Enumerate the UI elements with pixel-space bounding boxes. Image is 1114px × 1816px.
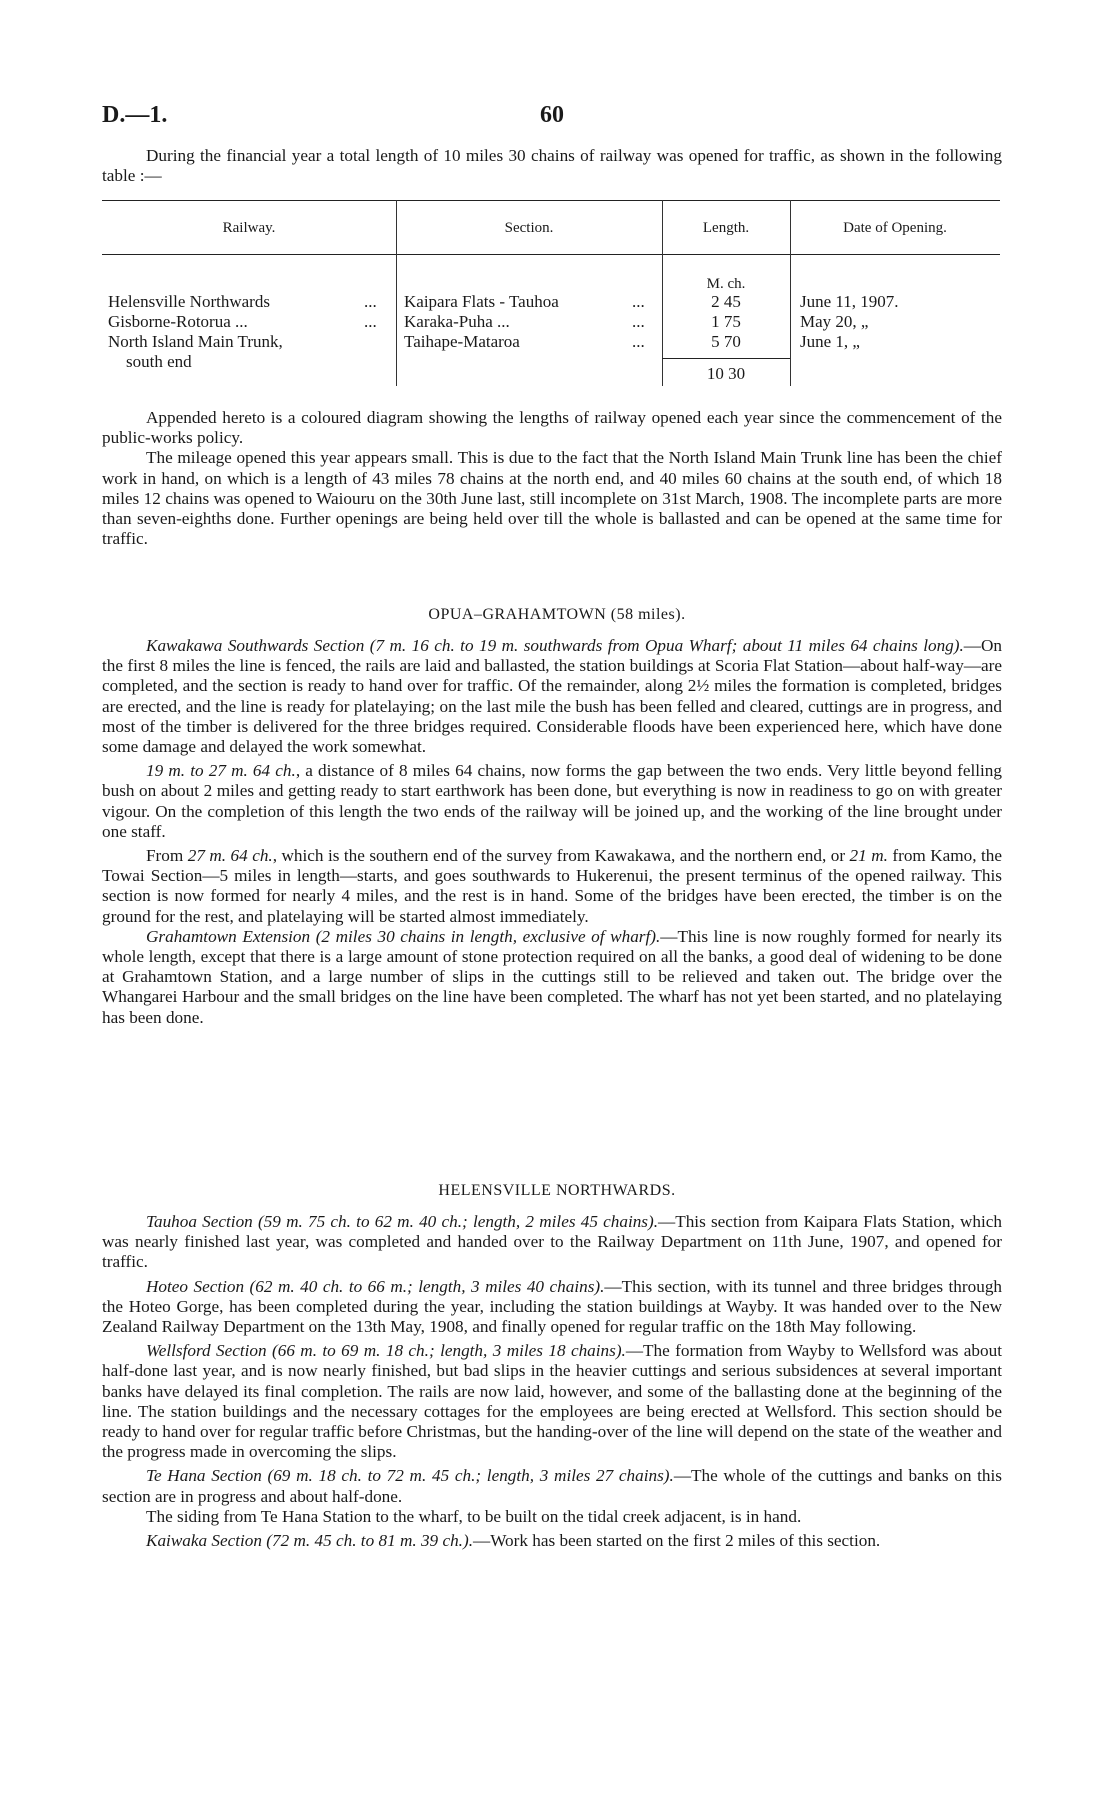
tauhoa-title: Tauhoa Section (59 m. 75 ch. to 62 m. 40 ch.; length, 2 miles 45 chains). [146,1212,659,1231]
intro-paragraph [102,146,1002,186]
towai-text-c: from Kamo, the Towai Section—5 miles in length—starts, and goes southwards to Hukerenui, the present terminus of the opened railway. This section is now formed for nearly 4 miles, and the rest is in hand. Some of the bridges have been erected, the timber is on the ground for the rest, and platelaying will be started almost immediately. [102,846,1002,926]
row1-date: June 11, 1907. [800,292,899,311]
siding-paragraph: The siding from Te Hana Station to the wharf, to be built on the tidal creek adjacent, is in hand. [146,1506,802,1526]
tehana-title: Te Hana Section (69 m. 18 ch. to 72 m. 45 ch.; length, 3 miles 27 chains). [146,1466,674,1486]
grahamtown-paragraph [102,927,1002,1028]
gap-title: 19 m. to 27 m. 64 ch. [146,761,296,781]
row1-length: 2 45 [711,292,741,311]
tauhoa-text: —This section from Kaipara Flats Station, which was nearly finished last year, was completed and handed over to the Railway Department on 11th June, 1907, and opened for traffic. [102,1212,1002,1272]
mileage-paragraph: The mileage opened this year appears small. This is due to the fact that the North Island Main Trunk line has been the chief work in hand, on which is a length of 43 miles 78 chains at the north end, and 40 miles 60 chains at the south end, of which 18 miles 12 chains was opened to Waiouru on the 30th June last, still incomplete on 31st March, 1908. The incomplete parts are more than seven-eighths done. Further openings are being held over till the whole is ballasted and can be opened at the same time for traffic. [102,448,1002,549]
intro-text: During the financial year a total length of 10 miles 30 chains of railway was opened for traffic, as shown in the following table :— [102,146,1002,186]
section-heading-helensville: HELENSVILLE NORTHWARDS. [438,1182,676,1199]
grahamtown-text: —This line is now roughly formed for nearly its whole length, except that there is a large amount of stone protection required on all the banks, a good deal of widening to be done at Grahamtown Station, and a large number of slips in the cuttings still to be relieved and taken out. The bridge over the Whangarei Harbour and the small bridges on the line have been completed. The wharf has not yet been started, and no platelaying has been done. [102,926,1002,1027]
towai-ref-1: 27 m. 64 ch. [187,846,273,866]
row3-section-dots: ... [632,332,645,351]
header-railway: Railway. [222,220,276,236]
section-heading-opua: OPUA–GRAHAMTOWN (58 miles). [428,606,686,623]
tehana-text: —The whole of the cuttings and banks on this section are in progress and about half-done. [102,1466,1002,1506]
row3-railway-cont: south end [126,352,192,371]
row1-railway-dots: ... [364,292,377,311]
length-unit-label: M. ch. [706,276,746,292]
hoteo-text: —This section, with its tunnel and three bridges through the Hoteo Gorge, has been completed during the year, including the station buildings at Wayby. It was handed over to the New Zealand Railway Department on the 13th May, 1908, and finally opened for regular traffic on the 18th May following. [102,1276,1003,1337]
kaiwaka-paragraph [102,1531,1002,1551]
row1-railway: Helensville Northwards [108,292,270,311]
towai-ref-2: 21 m. [849,846,888,866]
hoteo-title: Hoteo Section (62 m. 40 ch. to 66 m.; length, 3 miles 40 chains). [146,1276,605,1296]
towai-paragraph [102,846,1002,927]
kaiwaka-title: Kaiwaka Section (72 m. 45 ch. to 81 m. 39 ch.). [146,1531,473,1551]
row2-railway-dots: ... [364,312,377,331]
row3-length: 5 70 [711,332,741,351]
table-header-rule [102,254,1000,255]
document-code: D.—1. [102,102,168,128]
appended-paragraph: Appended hereto is a coloured diagram showing the lengths of railway opened each year since the commencement of the public-works policy. [102,408,1002,448]
header-length: Length. [702,220,750,236]
gap-text: , a distance of 8 miles 64 chains, now forms the gap between the two ends. Very little beyond felling bush on about 2 miles and getting ready to start earthwork has been done, but everything is now in readiness to go on with greater vigour. On the completion of this length the two ends of the railway will be joined up, and the working of the line brought under one staff. [102,761,1002,841]
header-section: Section. [504,220,554,236]
tauhoa-paragraph [102,1212,1002,1273]
tehana-paragraph [102,1466,1002,1506]
helensville-section-body [102,1212,1002,1551]
kawakawa-paragraph [102,636,1002,757]
grahamtown-title: Grahamtown Extension (2 miles 30 chains in length, exclusive of wharf). [146,926,661,946]
page-number: 60 [540,102,564,128]
kaiwaka-text: —Work has been started on the first 2 miles of this section. [473,1531,881,1551]
row2-date: May 20, „ [800,312,869,331]
row3-date: June 1, „ [800,332,860,351]
header-date: Date of Opening. [843,220,947,236]
row2-railway: Gisborne-Rotorua ... [108,312,248,331]
row2-section: Karaka-Puha ... [404,312,510,331]
total-length: 10 30 [706,364,746,383]
row1-section-dots: ... [632,292,645,311]
row3-section: Taihape-Mataroa [404,332,520,351]
kawakawa-title: Kawakawa Southwards Section (7 m. 16 ch. to 19 m. southwards from Opua Wharf; about 11 miles 64 chains long). [146,636,964,655]
row2-section-dots: ... [632,312,645,331]
body-paragraphs-top [102,408,1002,549]
towai-text-a: From [146,846,188,866]
row3-railway: North Island Main Trunk, [108,332,283,351]
hoteo-paragraph [102,1277,1002,1338]
total-rule [662,358,790,359]
opua-section-body [102,636,1002,1028]
wellsford-text: —The formation from Wayby to Wellsford was about half-done last year, and is now nearly finished, but bad slips in the heavier cuttings and serious subsidences at several important banks have delayed its final completion. The rails are now laid, however, and some of the ballasting done at the beginning of the line. The station buildings and the necessary cottages for the employees are being erected at Wellsford. This section should be ready to hand over for regular traffic before Christmas, but the handing-over of the line will depend on the state of the weather and the progress made in overcoming the slips. [102,1341,1002,1462]
wellsford-title: Wellsford Section (66 m. to 69 m. 18 ch.; length, 3 miles 18 chains). [146,1341,626,1361]
towai-text-b: , which is the southern end of the survey from Kawakawa, and the northern end, or [272,846,850,866]
gap-paragraph [102,761,1002,842]
wellsford-paragraph [102,1341,1002,1462]
table-top-rule [102,200,1000,201]
row1-section: Kaipara Flats - Tauhoa [404,292,559,311]
kawakawa-text: —On the first 8 miles the line is fenced, the rails are laid and ballasted, the station buildings at Scoria Flat Station—about half-way—are completed, and the section is ready to hand over for traffic. Of the remainder, along 2½ miles the formation is completed, bridges are erected, and the line is ready for platelaying; on the last mile the bush has been felled and cleared, cuttings are in progress, and most of the timber is delivered for the three bridges required. Considerable floods have been experienced here, which have done some damage and delayed the work somewhat. [102,636,1002,757]
row2-length: 1 75 [711,312,741,331]
